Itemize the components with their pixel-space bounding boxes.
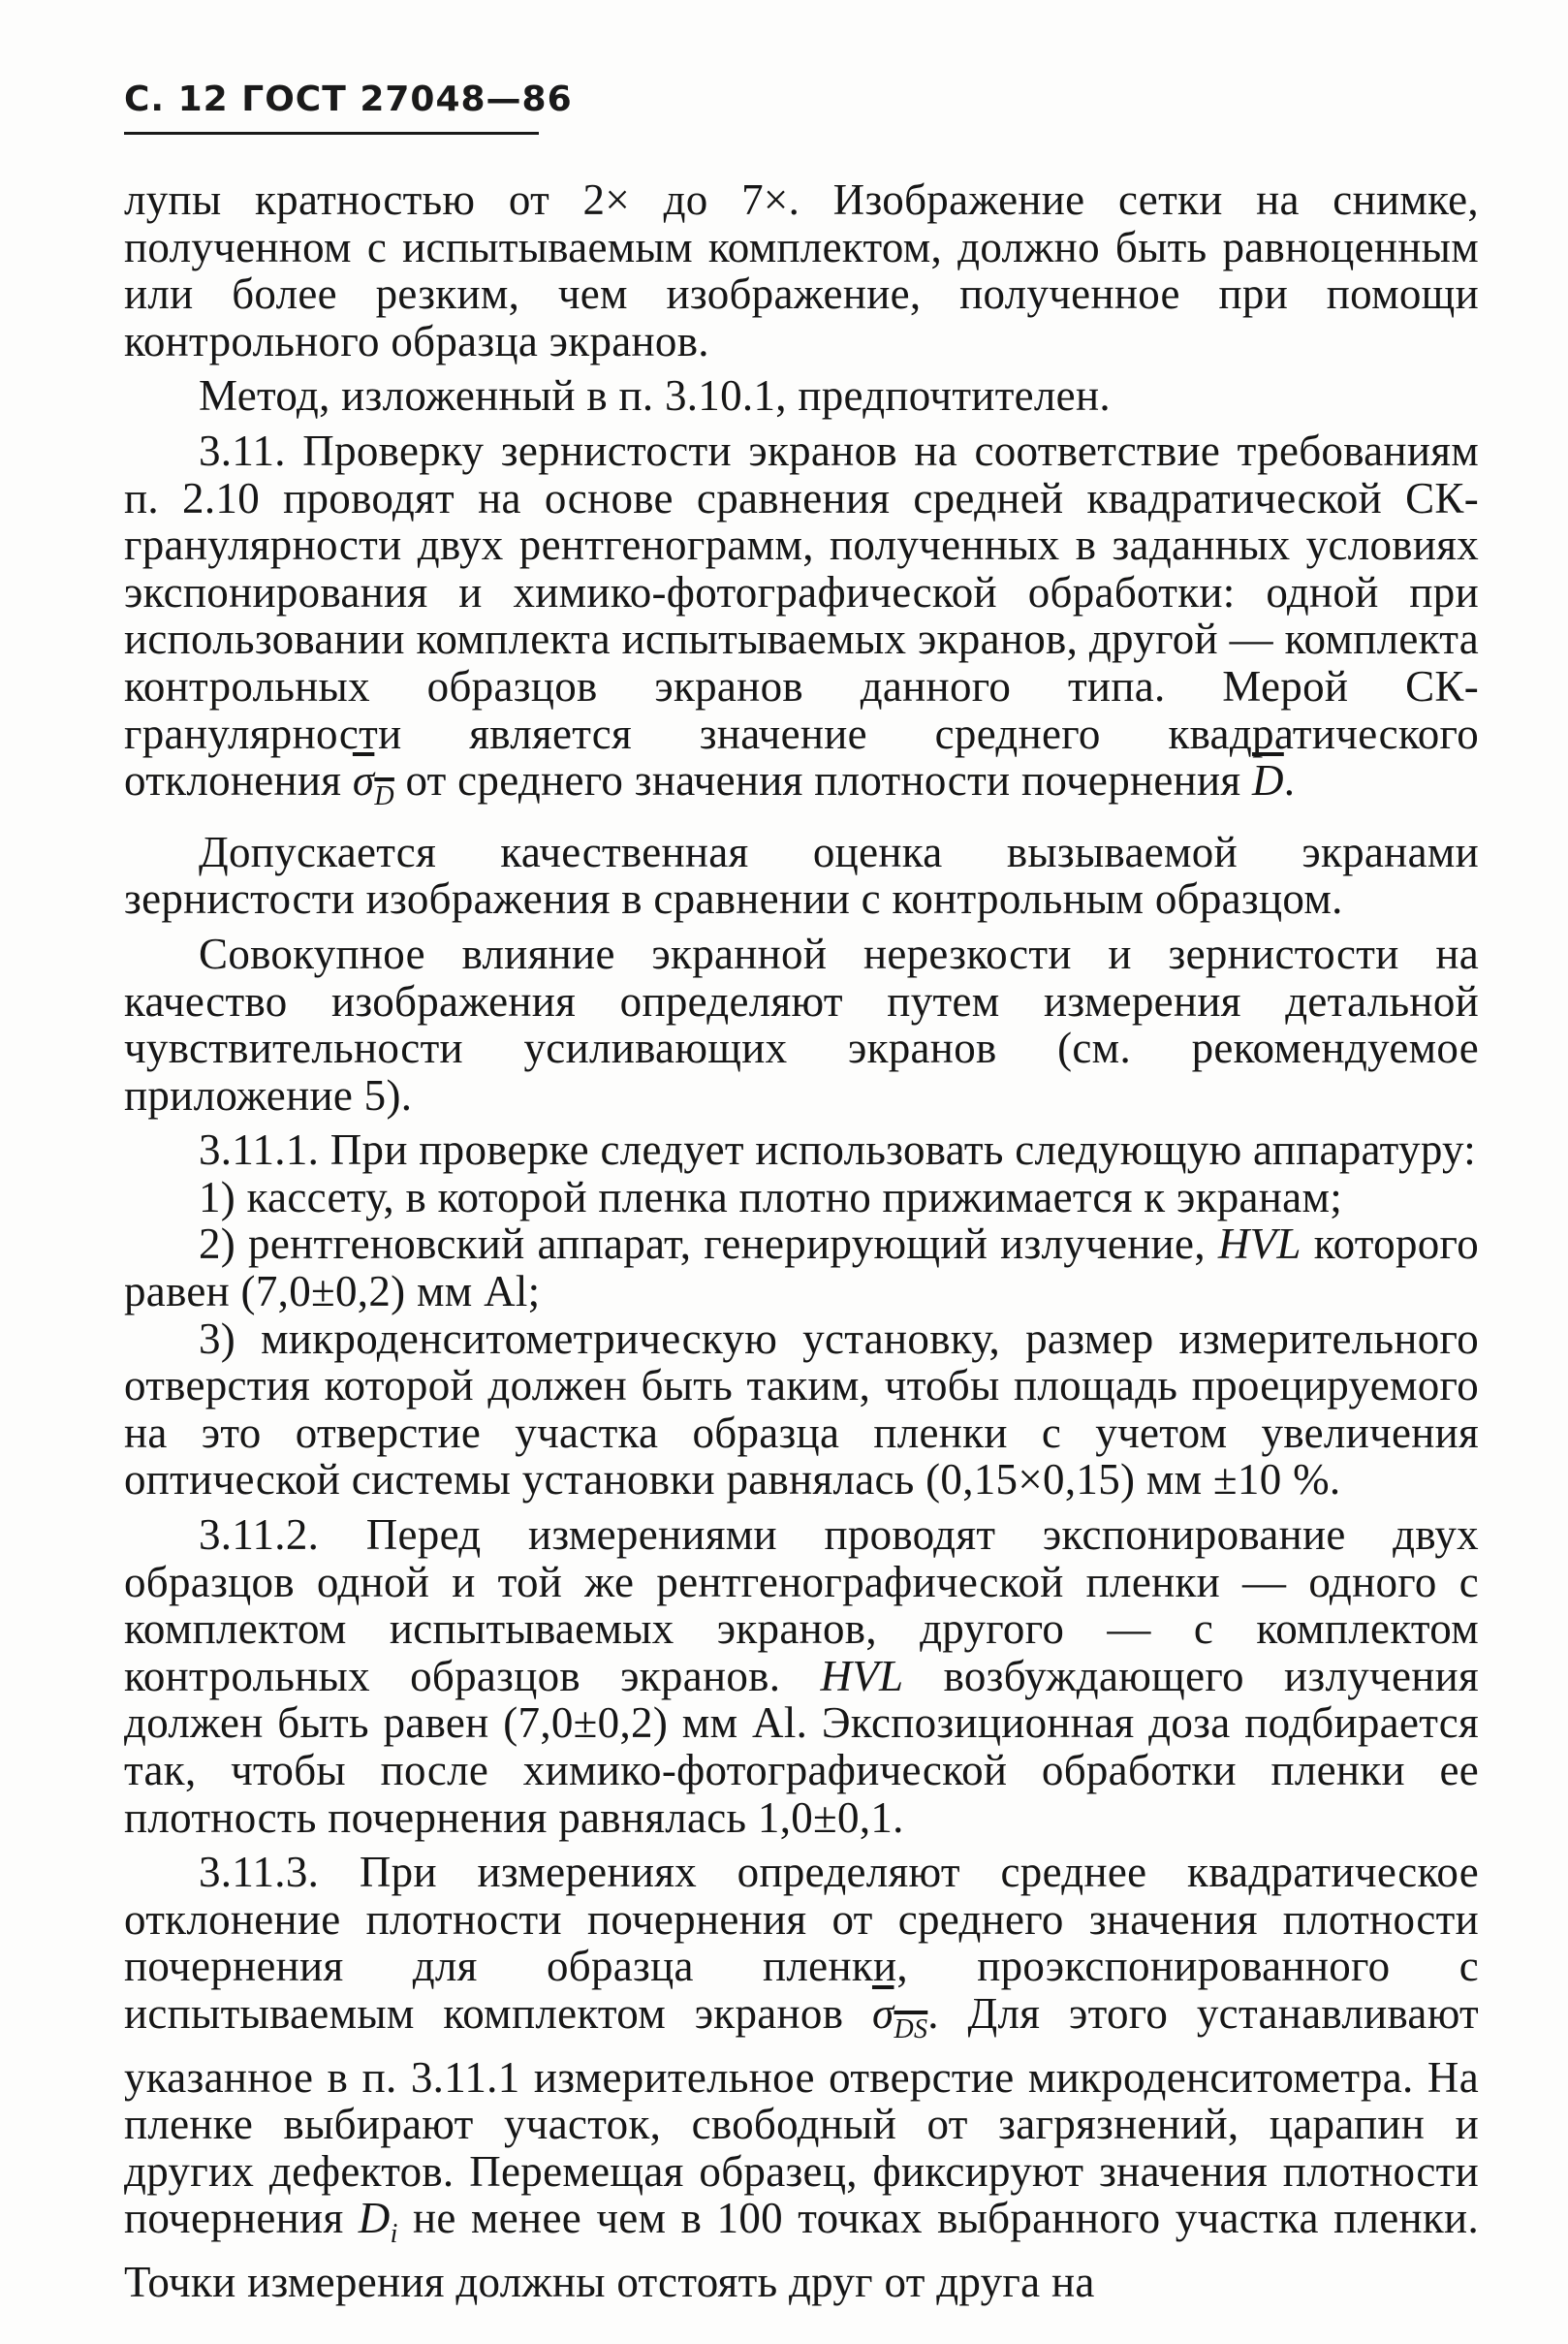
paragraph-3-11-1: 3.11.1. При проверке следует использовать следующую аппаратуру:	[199, 1125, 1477, 1175]
hvl-symbol: HVL	[820, 1651, 904, 1700]
paragraph-continuation: лупы кратностью от 2× до 7×. Изображение сетки на снимке, полученном с испытываемым комплектом, должно быть равноценным или более резким, чем изображение, полученное при помощи контрольного образца экранов.	[124, 175, 1479, 365]
paragraph-3-11-2: 3.11.2. Перед измерениями проводят экспонирование двух образцов одной и той же рентгенографической пленки — одного с комплектом испытываемых экранов, другого — с комплектом контрольных образцов экранов. HVL возбуждающего излучения должен быть равен (7,0±0,2) мм Al. Экспозиционная доза подбирается так, чтобы после химико-фотографической обработки пленки ее плотность почернения равнялась 1,0±0,1.	[124, 1510, 1480, 1842]
body-text	[124, 176, 1479, 2306]
paragraph-3-11-3: 3.11.3. При измерениях определяют среднее квадратическое отклонение плотности почернения от среднего значения плотности почернения для образца пленки, проэкспонированного с испытываемым комплектом экранов $\sigma_{DS}$. Для этого устанавливают указанное в п. 3.11.1 измерительное отверстие микроденситометра. На пленке выбирают участок, свободный от загрязнений, царапин и других дефектов. Перемещая образец, фиксируют значения плотности почернения $D_i$ не менее чем в 100 точках выбранного участка пленки. Точки измерения должны отстоять друг от друга на	[124, 1848, 1479, 2306]
hvl-symbol: HVL	[1217, 1220, 1301, 1269]
list-item-xray-apparatus: 2) рентгеновский аппарат, генерирующий излучение, HVL которого равен (7,0±0,2) мм Al;	[124, 1220, 1479, 1316]
list-item-microdensitometer: 3) микроденситометрическую установку, размер измерительного отверстия которой должен быть таким, чтобы площадь проецируемого на это отверстие участка образца пленки с учетом увеличения оптической системы установки равнялась (0,15×0,15) мм ±10 %.	[124, 1314, 1479, 1505]
header-rule	[124, 132, 539, 135]
di-symbol: $D_i$	[358, 2194, 398, 2250]
sigma-ds-symbol: $\sigma_{DS}$	[871, 1988, 928, 2044]
page-header: С. 12 ГОСТ 27048—86	[124, 79, 573, 119]
paragraph-combined-effect: Совокупное влияние экранной нерезкости и зернистости на качество изображения определяют путем измерения детальной чувствительности усиливающих экранов (см. рекомендуемое приложение 5).	[124, 929, 1479, 1120]
density-symbol: $\overline{D}$	[1251, 756, 1284, 806]
paragraph-3-11: 3.11. Проверку зернистости экранов на соответствие требованиям п. 2.10 проводят на основе сравнения средней квадратической СК-гранулярности двух рентгенограмм, полученных в заданных условиях экспонирования и химико-фотографической обработки: одной при использовании комплекта испытываемых экранов, другой — комплекта контрольных образцов экранов данного типа. Мерой СК-гранулярности является значение среднего квадратического отклонения $\sigma_D$ от среднего значения плотности почернения $\overline{D}$.	[124, 426, 1479, 812]
sigma-symbol: $\sigma_D$	[352, 756, 394, 812]
paragraph-method-note: Метод, изложенный в п. 3.10.1, предпочтителен.	[199, 371, 1111, 421]
paragraph-qualitative: Допускается качественная оценка вызываемой экранами зернистости изображения в сравнении с контрольным образцом.	[124, 827, 1479, 924]
list-item-cassette: 1) кассету, в которой пленка плотно прижимается к экранам;	[199, 1172, 1343, 1221]
